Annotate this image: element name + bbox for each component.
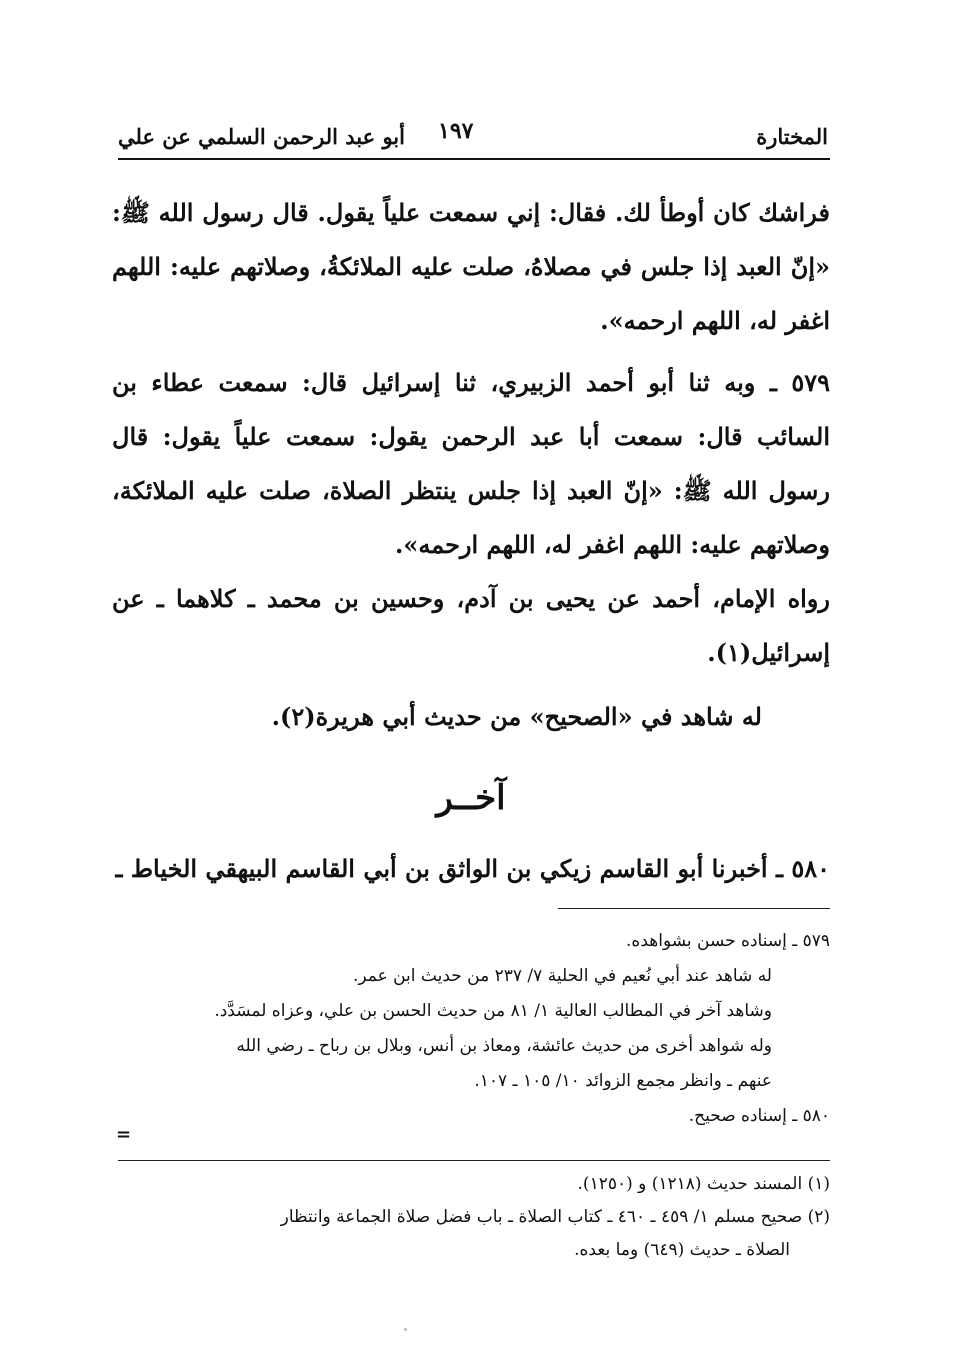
commentary-rule (558, 908, 830, 909)
page-number: ١٩٧ (438, 118, 474, 144)
continuation-mark: = (116, 1124, 132, 1145)
note-line: وشاهد آخر في المطالب العالية ١/ ٨١ من حديث الحسن بن علي، وعزاه لمسَدَّد. (214, 1001, 772, 1021)
paragraph-hadith-580: ٥٨٠ ـ أخبرنا أبو القاسم زيكي بن الواثق بن أبي القاسم البيهقي الخياط ـ (115, 854, 830, 883)
note-line: ٥٧٩ ـ إسناده حسن بشواهده. (626, 931, 830, 951)
paragraph-continuation: فراشك كان أوطأ لك. فقال: إني سمعت علياً يقول. قال رسول الله ﷺ: «إنّ العبد إذا جلس في مصلاهُ، صلت عليه الملائكةُ، وصلاتهم عليه: اللهم اغفر له، اللهم ارحمه». (112, 198, 830, 335)
paragraph-hadith-579: ٥٧٩ ـ وبه ثنا أبو أحمد الزبيري، ثنا إسرائيل قال: سمعت عطاء بن السائب قال: سمعت أبا عبد الرحمن يقول: سمعت علياً يقول: قال رسول الله ﷺ: «إنّ العبد إذا جلس ينتظر الصلاة، صلت عليه الملائكة، وصلاتهم عليه: اللهم اغفر له، اللهم ارحمه». (112, 368, 830, 559)
note-line: له شاهد عند أبي نُعيم في الحلية ٧/ ٢٣٧ من حديث ابن عمر. (352, 966, 772, 986)
commentary-notes (110, 924, 830, 1134)
header-chapter-title: أبو عبد الرحمن السلمي عن علي (118, 123, 405, 149)
paragraph-witness: له شاهد في «الصحيح» من حديث أبي هريرة(٢). (271, 702, 762, 731)
footnote-line: (١) المسند حديث (١٢١٨) و (١٢٥٠). (577, 1174, 830, 1194)
paragraph-narration: رواه الإمام، أحمد عن يحيى بن آدم، وحسين بن محمد ـ كلاهما ـ عن إسرائيل(١). (112, 584, 830, 667)
scan-speck (404, 1328, 407, 1331)
footnote-line: الصلاة ـ حديث (٦٤٩) وما بعده. (574, 1240, 790, 1260)
header-book-title: المختارة (756, 123, 828, 149)
note-line: ٥٨٠ ـ إسناده صحيح. (688, 1106, 830, 1126)
note-line: عنهم ـ وانظر مجمع الزوائد ١٠/ ١٠٥ ـ ١٠٧. (474, 1071, 772, 1091)
footnote-line: (٢) صحيح مسلم ١/ ٤٥٩ ـ ٤٦٠ ـ كتاب الصلاة ـ باب فضل صلاة الجماعة وانتظار (280, 1207, 830, 1227)
running-header (118, 118, 828, 154)
section-heading: آخــر (436, 778, 506, 818)
note-line: وله شواهد أخرى من حديث عائشة، ومعاذ بن أنس، وبلال بن رباح ـ رضي الله (236, 1036, 772, 1056)
footnote-rule (118, 1160, 830, 1161)
header-rule (118, 158, 830, 160)
footnotes (110, 1168, 830, 1267)
